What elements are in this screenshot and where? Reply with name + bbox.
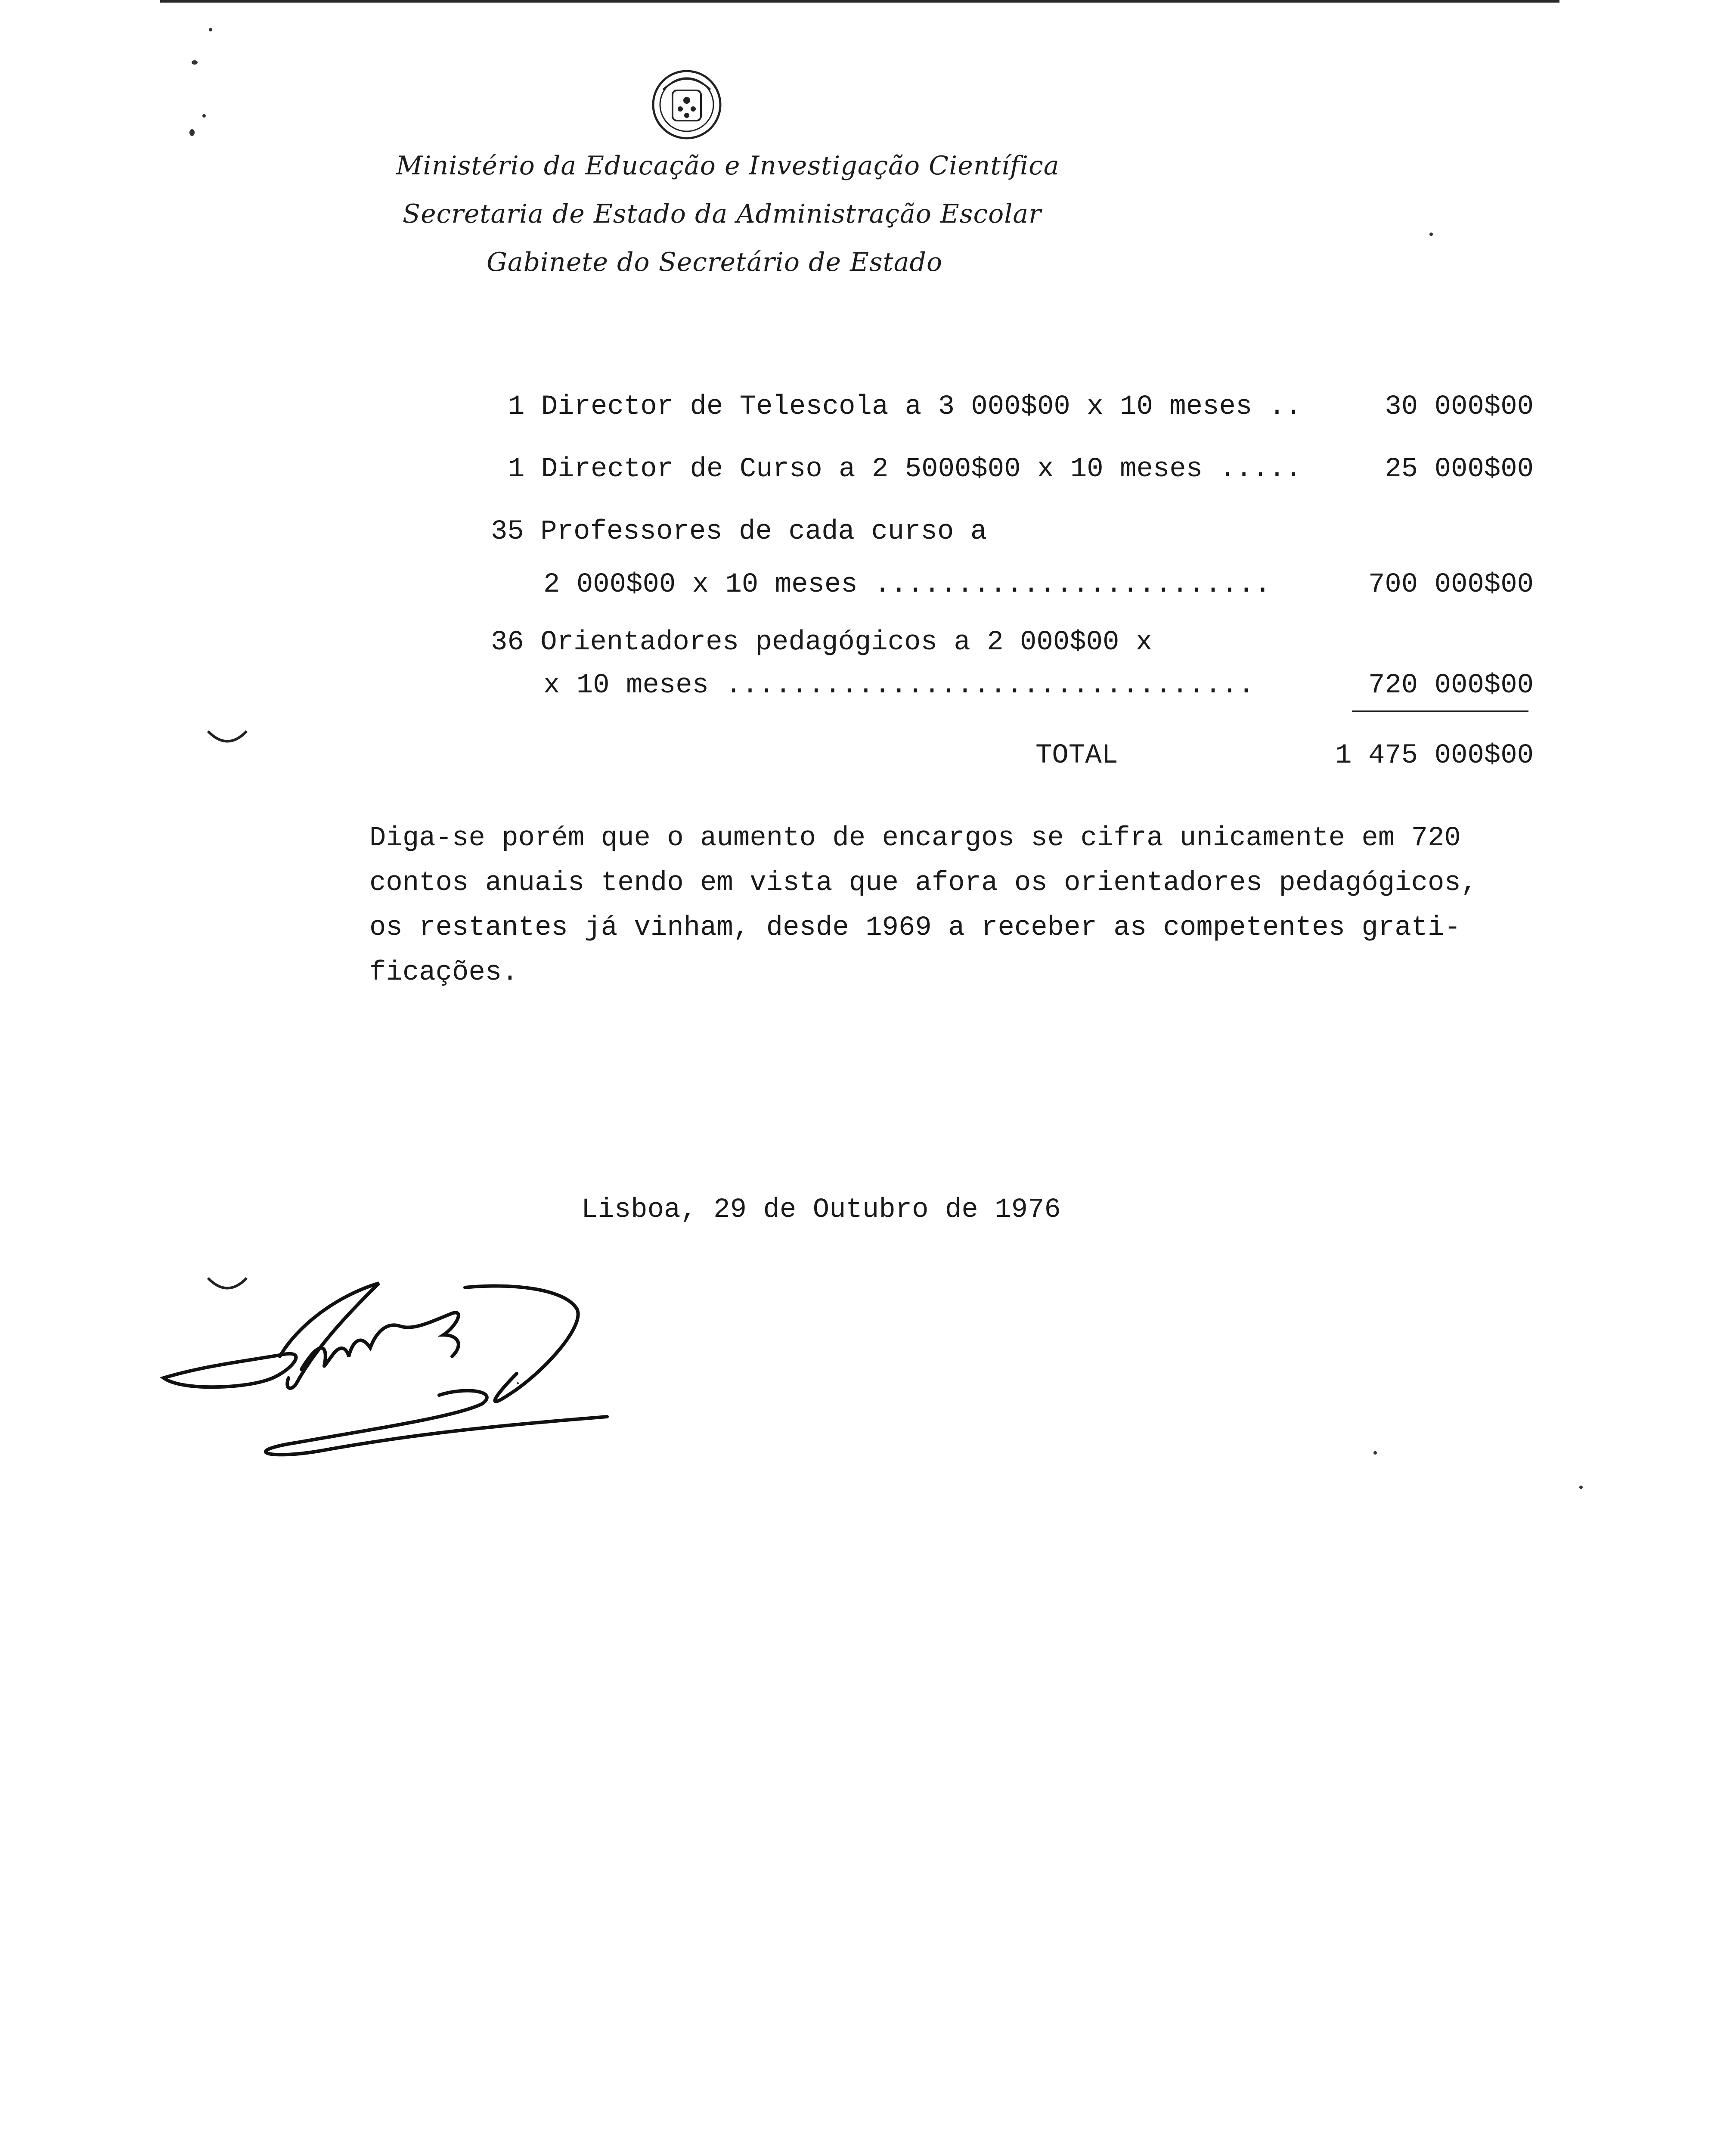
- ink-speck: [1429, 233, 1433, 236]
- ministry-heading: Ministério da Educação e Investigação Científica: [396, 151, 1060, 181]
- secretariat-heading: Secretaria de Estado da Administração Escolar: [403, 199, 1042, 229]
- punch-mark-icon: [206, 1275, 249, 1296]
- ink-speck: [189, 129, 195, 136]
- budget-row-text: 36 Orientadores pedagógicos a 2 000$00 x: [491, 627, 1153, 658]
- body-paragraph: Diga-se porém que o aumento de encargos se cifra unicamente em 720 contos anuais tendo em vista que afora os orientadores pedagógicos, os restantes já vinham, desde 1969 a receber as competentes grati- ficações.: [369, 823, 1478, 988]
- budget-row-text: 1 Director de Curso a 2 5000$00 x 10 meses .....: [508, 454, 1302, 485]
- punch-mark-icon: [206, 728, 249, 749]
- total-label: TOTAL: [1035, 740, 1119, 771]
- sum-rule: [1352, 710, 1528, 712]
- total-amount: 1 475 000$00: [1335, 740, 1534, 771]
- ink-speck: [1579, 1486, 1583, 1489]
- ink-speck: [192, 60, 198, 65]
- budget-row-text: 1 Director de Telescola a 3 000$00 x 10 meses ..: [508, 391, 1302, 422]
- ink-speck: [202, 114, 206, 118]
- office-heading: Gabinete do Secretário de Estado: [487, 247, 943, 277]
- budget-row-text: 2 000$00 x 10 meses ........................: [543, 569, 1271, 600]
- ink-speck: [209, 28, 212, 31]
- dateline: Lisboa, 29 de Outubro de 1976: [581, 1194, 1061, 1225]
- ink-speck: [517, 1382, 519, 1384]
- ink-speck: [1373, 1451, 1377, 1455]
- budget-row-amount: 700 000$00: [1368, 569, 1534, 600]
- budget-row-amount: 720 000$00: [1368, 670, 1534, 701]
- budget-row-text: 35 Professores de cada curso a: [491, 516, 987, 547]
- page-top-edge: [160, 0, 1559, 3]
- budget-row-text: x 10 meses ................................: [543, 670, 1255, 701]
- coat-of-arms-icon: [646, 68, 728, 141]
- budget-row-amount: 30 000$00: [1385, 391, 1534, 422]
- budget-row-amount: 25 000$00: [1385, 454, 1534, 485]
